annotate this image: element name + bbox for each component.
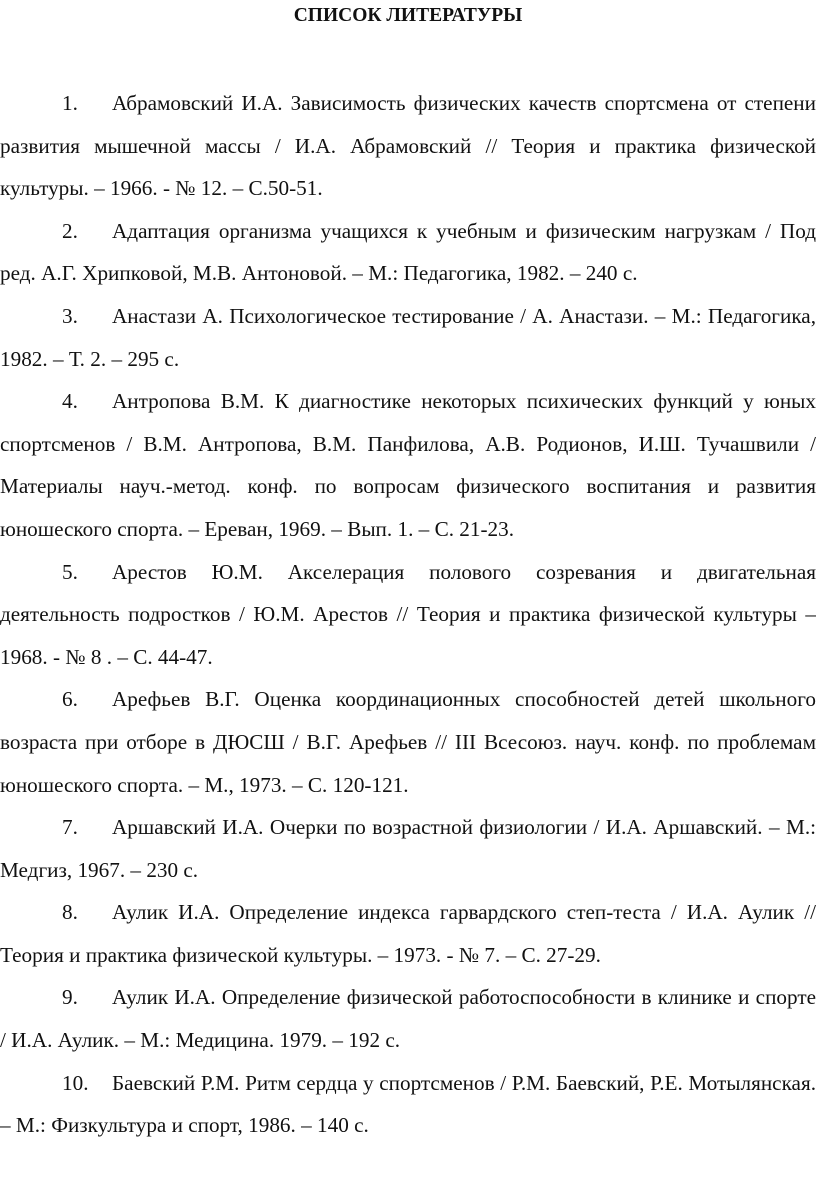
reference-entry-10: [0, 1062, 816, 1147]
entry-text: Баевский Р.М. Ритм сердца у спортсменов / Р.М. Баевский, Р.Е. Мотылянская. – М.: Физкультура и спорт, 1986. – 140 с.: [0, 1070, 816, 1138]
entry-text: Аулик И.А. Определение физической работоспособности в клинике и спорте / И.А. Аулик. – М.: Медицина. 1979. – 192 с.: [0, 985, 816, 1053]
entry-text: Арефьев В.Г. Оценка координационных способностей детей школьного возраста при отборе в ДЮСШ / В.Г. Арефьев // III Всесоюз. науч. конф. по проблемам юношеского спорта. – М., 1973. – С. 120-121.: [0, 687, 816, 797]
entry-text: Абрамовский И.А. Зависимость физических качеств спортсмена от степени развития мышечной массы / И.А. Абрамовский // Теория и практика физической культуры. – 1966. - № 12. – С.50-51.: [0, 91, 816, 201]
reference-entry-8: [0, 891, 816, 976]
entry-text: Аршавский И.А. Очерки по возрастной физиологии / И.А. Аршавский. – М.: Медгиз, 1967. – 230 с.: [0, 815, 816, 882]
reference-entry-1: [0, 82, 816, 210]
entry-number: 5.: [62, 559, 78, 584]
entry-text: Антропова В.М. К диагностике некоторых психических функций у юных спортсменов / В.М. Антропова, В.М. Панфилова, А.В. Родионов, И.Ш. Тучашвили / Материалы науч.-метод. конф. по вопросам физического воспитания и развития юношеского спорта. – Ереван, 1969. – Вып. 1. – С. 21-23.: [0, 389, 816, 541]
entry-number: 9.: [62, 985, 78, 1010]
entry-text: Адаптация организма учащихся к учебным и физическим нагрузкам / Под ред. А.Г. Хрипковой, М.В. Антоновой. – М.: Педагогика, 1982. – 240 с.: [0, 218, 816, 286]
entry-number: 2.: [62, 218, 78, 243]
entry-number: 10.: [62, 1070, 89, 1095]
reference-entry-2: [0, 210, 816, 295]
entry-number: 4.: [62, 389, 78, 414]
reference-entry-5: [0, 551, 816, 679]
reference-entry-4: [0, 380, 816, 550]
page-title: СПИСОК ЛИТЕРАТУРЫ: [293, 5, 523, 26]
reference-list: [0, 82, 816, 1147]
reference-entry-9: [0, 976, 816, 1061]
entry-text: Аулик И.А. Определение индекса гарвардского степ-теста / И.А. Аулик // Теория и практика физической культуры. – 1973. - № 7. – С. 27-29.: [0, 900, 816, 967]
reference-entry-3: [0, 295, 816, 380]
entry-number: 3.: [62, 303, 78, 328]
reference-entry-7: [0, 806, 816, 891]
entry-number: 8.: [62, 900, 78, 925]
reference-entry-6: [0, 678, 816, 806]
entry-text: Арестов Ю.М. Акселерация полового созревания и двигательная деятельность подростков / Ю.М. Арестов // Теория и практика физической культуры – 1968. - № 8 . – С. 44-47.: [0, 559, 816, 669]
entry-number: 1.: [62, 91, 78, 115]
entry-text: Анастази А. Психологическое тестирование / А. Анастази. – М.: Педагогика, 1982. – Т. 2. – 295 с.: [0, 303, 816, 371]
entry-number: 6.: [62, 687, 78, 712]
entry-number: 7.: [62, 815, 78, 840]
